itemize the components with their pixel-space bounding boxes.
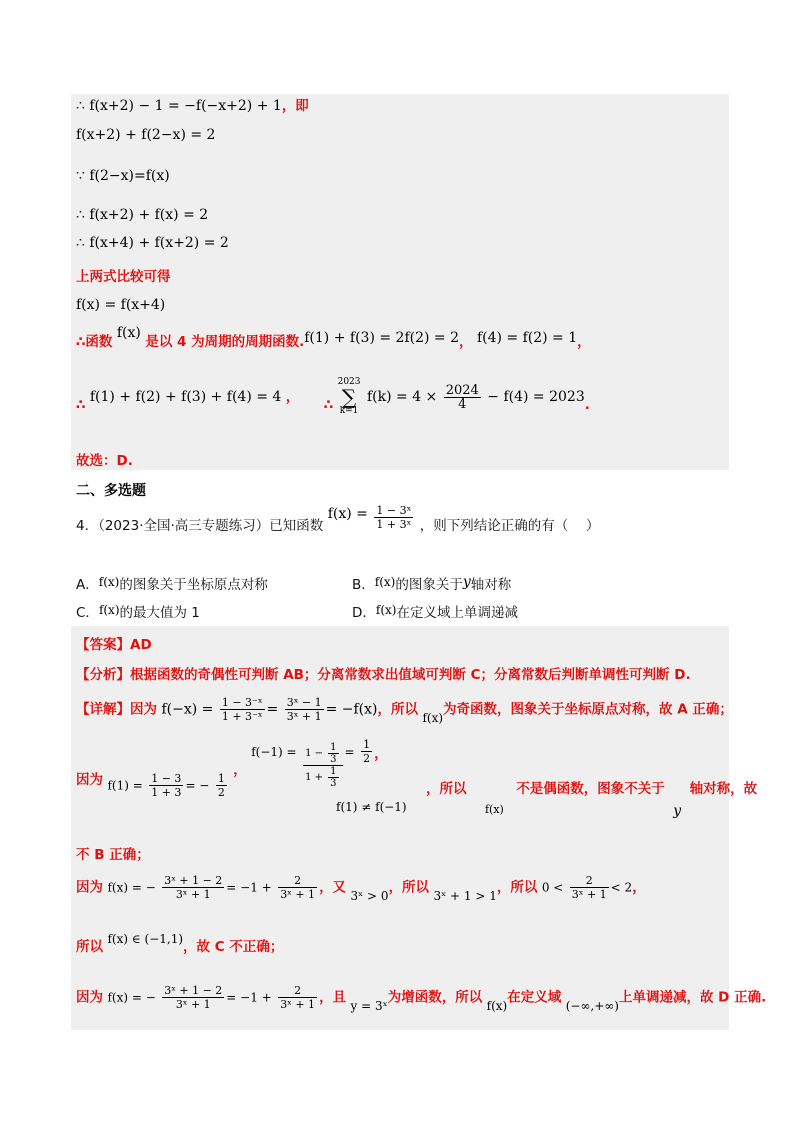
math: f(1) + f(2) + f(3) + f(4) = 4 [89,389,282,405]
numerator: 2 [278,984,317,998]
sigma-icon: ∑ [341,385,357,409]
denominator: 3ˣ + 1 [280,888,316,901]
text: 因为 [76,989,103,1006]
fraction [220,696,265,723]
math: f(x) [422,710,444,725]
numerator: 1 − 3⁻ˣ [221,696,263,709]
detail-line-4 [76,930,284,955]
fraction [361,738,372,765]
math: f(x) = [327,505,368,522]
numerator: 1 [330,766,337,777]
equation: ∴ f(x+4) + f(x+2) = 2 [76,235,229,251]
text: 是以 4 为周期的周期函数. [145,334,305,350]
proof-line-4 [76,206,208,224]
text: ，所以 [377,701,418,718]
numerator: 1 − 3ˣ [376,504,412,517]
text: 不是偶函数，图象不关于 [516,781,665,797]
fm1-block [251,738,388,789]
compound-fraction [303,742,342,789]
therefore-symbol: ∴ [323,397,334,413]
proof-line-5 [76,234,229,252]
text: ，所以 [426,781,467,797]
equation: f(x) = f(x+4) [76,297,166,313]
proof-line-2 [76,126,215,144]
analysis-text: 【分析】根据函数的奇偶性可判断 AB；分离常数求出值域可判断 C；分离常数后判断单调性可判断 D. [76,667,691,683]
proof-line-9 [76,378,590,416]
option-text: 的图象关于坐标原点对称 [119,577,268,593]
f1-expr [107,772,228,799]
text: ，又 [319,879,347,896]
math: 0 < [541,880,564,895]
proof-line-3 [76,167,170,185]
option-label: B． [352,577,375,593]
math: f(x) [98,603,120,617]
denominator: 1 + 3 [151,786,182,799]
text: ， [285,389,300,405]
denominator: 3ˣ + 1 [280,998,316,1011]
text: ，故 C 不正确； [183,939,284,955]
math: f(x) [484,803,504,816]
denominator: 2 [363,752,371,765]
answer-label: 【答案】AD [76,637,152,653]
math: f(x) ∈ (−1,1) [107,932,184,946]
detail-line-5 [76,984,766,1011]
text: . [584,397,590,413]
math: = −1 + [226,880,272,895]
equation: ∴ f(x+2) + f(x) = 2 [76,207,209,223]
answer-text: 故选：D. [76,453,133,469]
text: 【详解】因为 [76,701,157,718]
proof-answer [76,452,133,470]
option-text: 的图象关于 [395,577,463,593]
text: ，所以 [388,879,430,896]
text: 轴对称，故 [689,781,758,797]
summation [338,378,361,416]
text: ， [374,745,388,762]
math: f(x) [374,575,396,589]
fraction [444,384,481,411]
text: 1 + [305,772,323,783]
therefore-symbol: ∴ [76,397,86,413]
denominator: 2 [217,786,225,799]
proof-line-1 [76,97,309,115]
option-text: 的最大值为 1 [119,605,200,621]
text: 为增函数，所以 [387,989,483,1006]
numerator: 1 [330,742,337,753]
fraction [162,984,224,1011]
math: f(1) + f(3) = 2f(2) = 2 [304,330,459,346]
math: f(x) [98,575,120,589]
answer-line [76,636,152,654]
section-title: 二、多选题 [76,483,146,499]
proof-line-6 [76,268,171,286]
math: y = 3ˣ [350,998,388,1013]
question-stem [76,504,600,534]
text: ， [233,761,247,778]
option-c [76,604,200,622]
option-label: D． [352,605,376,621]
text: ， [632,879,646,896]
math: f(4) = f(2) = 1 [476,330,578,346]
detail-line-3 [76,874,646,901]
detail-line-2-neq [336,798,407,816]
numerator: 1 [217,772,225,785]
fraction [285,696,324,723]
detail-line-2 [76,738,388,799]
math: f(1) = [107,778,143,793]
fraction [570,874,609,901]
text: ， [577,334,591,350]
math: f(x) [116,325,141,341]
math: < 2 [610,880,633,895]
denominator: 3ˣ + 1 [175,888,211,901]
denominator: 3ˣ + 1 [175,998,211,1011]
denominator: 3 [330,778,337,789]
math: f(x) = − [107,880,156,895]
numerator [303,742,342,766]
comparison-text: 上两式比较可得 [76,269,171,285]
math: f(−x) = [161,701,214,718]
fraction [278,874,317,901]
option-text: 轴对称 [470,577,512,593]
text: 因为 [76,771,103,788]
text: 所以 [76,939,103,955]
math: = −1 + [226,990,272,1005]
math: = [344,744,355,759]
numerator: 2 [570,874,609,888]
math: f(x) [486,998,508,1013]
text: ，所以 [496,879,538,896]
fraction [374,504,413,531]
math: f(1) ≠ f(−1) [336,800,407,814]
detail-line-2-end [76,846,150,864]
option-label: A． [76,577,99,593]
math: = − [185,778,210,793]
math: y [462,574,471,590]
math: f(x) [375,603,397,617]
denominator: 1 + 3⁻ˣ [221,710,263,723]
math: f(x) = − [107,990,156,1005]
option-d [352,604,518,622]
connector-text: ，即 [281,98,309,114]
text: 因为 [76,879,103,896]
denominator: 3ˣ + 1 [571,888,607,901]
analysis-line [76,666,691,684]
denominator: 3 [330,754,337,765]
text: 在定义域 [507,989,562,1006]
proof-line-8 [76,325,591,351]
option-label: C． [76,605,99,621]
text: 不 B 正确； [76,847,150,863]
text: 上单调递减，故 D 正确. [618,989,767,1006]
text: 1 − [305,748,323,759]
detail-line-2-tail [426,780,758,819]
equation: ∵ f(2−x)=f(x) [76,168,170,184]
text: ∴函数 [76,334,113,350]
math: f(k) = 4 × [366,389,438,405]
fraction [278,984,317,1011]
numerator: 1 − 3 [151,772,182,785]
fraction [328,742,338,765]
option-b [352,576,511,594]
denominator [303,766,342,789]
fraction [328,766,338,789]
math: (−∞,+∞) [565,998,619,1013]
numerator: 1 [363,738,371,751]
numerator: 3ˣ + 1 − 2 [164,984,223,997]
solution-box [71,626,729,1030]
equation: f(x+2) + f(2−x) = 2 [76,127,216,143]
proof-line-7 [76,296,165,314]
numerator: 2 [278,874,317,888]
denominator: 3ˣ + 1 [286,710,322,723]
math: y [673,803,682,819]
text: ，且 [319,989,347,1006]
math: = [266,701,279,718]
sum-upper: 2023 [337,377,361,387]
numerator: 3ˣ − 1 [286,696,322,709]
denominator: 1 + 3ˣ [376,518,412,531]
option-a [76,576,268,594]
question-text: 4．（2023·全国·高三专题练习）已知函数 [76,517,324,534]
detail-line-1 [76,696,733,723]
denominator: 4 [458,396,467,412]
numerator: 3ˣ + 1 − 2 [164,874,223,887]
math: = −f(x) [325,701,378,718]
numerator: 2024 [445,382,479,398]
math: f(−1) = [251,744,297,759]
text: 为奇函数，图象关于坐标原点对称，故 A 正确； [443,701,733,718]
option-text: 在定义域上单调递减 [396,605,518,621]
fraction [216,772,227,799]
math: − f(4) = 2023 [487,389,585,405]
fraction [149,772,183,799]
math: 3ˣ > 0 [350,888,389,903]
fraction [162,874,224,901]
sum-lower: k=1 [339,406,359,416]
equation: ∴ f(x+2) − 1 = −f(−x+2) + 1 [76,98,282,114]
question-text: ，则下列结论正确的有（ ） [419,517,600,534]
text: ， [459,334,473,350]
math: 3ˣ + 1 > 1 [433,888,497,903]
